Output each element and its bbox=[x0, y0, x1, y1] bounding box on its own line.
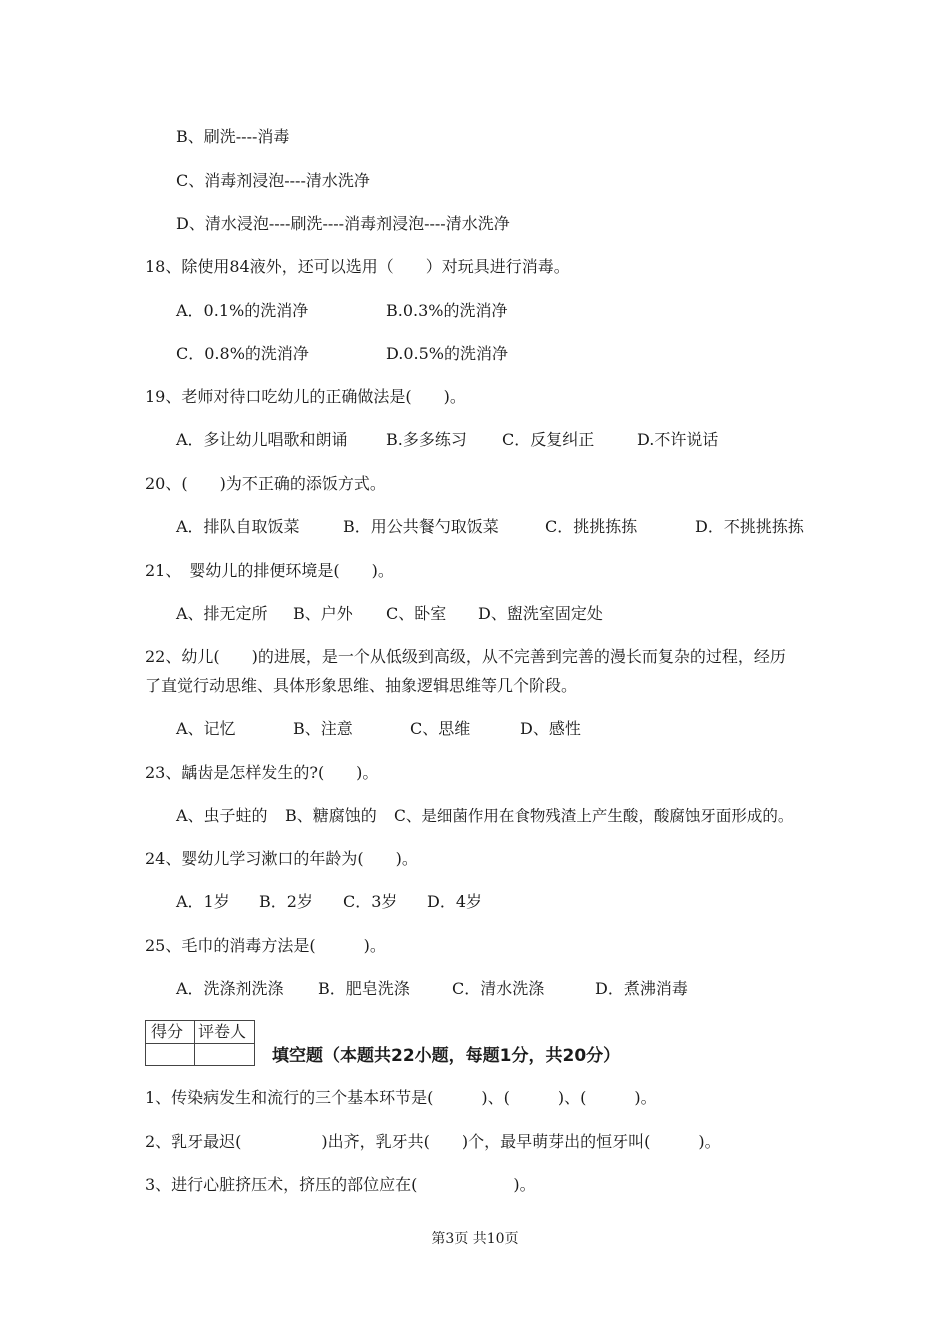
q22-option-a: A、记忆 bbox=[176, 719, 236, 738]
q23-option-c: C、是细菌作用在食物残渣上产生酸，酸腐蚀牙面形成的。 bbox=[394, 807, 794, 825]
q18-option-b: B.0.3%的洗消净 bbox=[386, 301, 508, 320]
q17-option-b: B、刷洗----消毒 bbox=[176, 127, 290, 146]
q18-option-c: C．0.8%的洗消净 bbox=[176, 344, 309, 363]
q22-stem-line1: 22、幼儿( )的进展，是一个从低级到高级，从不完善到完善的漫长而复杂的过程，经历 bbox=[145, 647, 786, 666]
q19-option-c: C．反复纠正 bbox=[502, 430, 595, 449]
q24-stem: 24、婴幼儿学习漱口的年龄为( )。 bbox=[145, 849, 418, 868]
score-table-column-divider bbox=[194, 1021, 195, 1065]
q23-option-b: B、糖腐蚀的 bbox=[285, 806, 377, 825]
score-label: 得分 bbox=[151, 1022, 184, 1041]
q19-stem: 19、老师对待口吃幼儿的正确做法是( )。 bbox=[145, 387, 466, 406]
q25-stem: 25、毛巾的消毒方法是( )。 bbox=[145, 936, 386, 955]
q21-stem: 21、 婴幼儿的排便环境是( )。 bbox=[145, 561, 394, 580]
grader-label: 评卷人 bbox=[198, 1022, 247, 1041]
q17-option-d: D、清水浸泡----刷洗----消毒剂浸泡----清水洗净 bbox=[176, 214, 510, 233]
q20-option-d: D．不挑挑拣拣 bbox=[695, 517, 804, 536]
fill-q3: 3、进行心脏挤压术，挤压的部位应在( )。 bbox=[145, 1175, 536, 1194]
q25-option-b: B．肥皂洗涤 bbox=[318, 979, 410, 998]
q21-option-a: A、排无定所 bbox=[176, 604, 268, 623]
score-table bbox=[145, 1020, 255, 1066]
fill-q2: 2、乳牙最迟( )出齐，乳牙共( )个，最早萌芽出的恒牙叫( )。 bbox=[145, 1132, 721, 1151]
q21-option-c: C、卧室 bbox=[386, 604, 447, 623]
q25-option-c: C．清水洗涤 bbox=[452, 979, 545, 998]
q24-option-b: B．2岁 bbox=[259, 892, 313, 911]
q23-option-a: A、虫子蛀的 bbox=[176, 806, 268, 825]
q22-stem-line2: 了直觉行动思维、具体形象思维、抽象逻辑思维等几个阶段。 bbox=[145, 676, 578, 695]
q18-option-a: A．0.1%的洗消净 bbox=[176, 301, 309, 320]
q21-option-d: D、盥洗室固定处 bbox=[478, 604, 603, 623]
q18-option-d: D.0.5%的洗消净 bbox=[386, 344, 508, 363]
q22-option-b: B、注意 bbox=[293, 719, 353, 738]
fill-q1: 1、传染病发生和流行的三个基本环节是( )、( )、( )。 bbox=[145, 1088, 657, 1107]
score-table-divider bbox=[146, 1043, 254, 1044]
q18-stem: 18、除使用84液外，还可以选用（ ）对玩具进行消毒。 bbox=[145, 257, 570, 276]
q20-option-b: B．用公共餐勺取饭菜 bbox=[343, 517, 499, 536]
q20-stem: 20、( )为不正确的添饭方式。 bbox=[145, 474, 386, 493]
q24-option-c: C．3岁 bbox=[343, 892, 398, 911]
q24-option-d: D．4岁 bbox=[427, 892, 483, 911]
q19-option-b: B.多多练习 bbox=[386, 430, 467, 449]
q23-stem: 23、龋齿是怎样发生的?( )。 bbox=[145, 763, 379, 782]
q22-option-c: C、思维 bbox=[410, 719, 471, 738]
q19-option-a: A．多让幼儿唱歌和朗诵 bbox=[176, 430, 348, 449]
q17-option-c: C、消毒剂浸泡----清水洗净 bbox=[176, 171, 370, 190]
page-number: 第3页 共10页 bbox=[431, 1231, 519, 1247]
q22-option-d: D、感性 bbox=[520, 719, 581, 738]
q24-option-a: A．1岁 bbox=[176, 892, 230, 911]
q20-option-c: C．挑挑拣拣 bbox=[545, 517, 638, 536]
q19-option-d: D.不许说话 bbox=[637, 430, 719, 449]
q21-option-b: B、户外 bbox=[293, 604, 353, 623]
q20-option-a: A．排队自取饭菜 bbox=[176, 517, 300, 536]
q25-option-d: D．煮沸消毒 bbox=[595, 979, 688, 998]
q25-option-a: A．洗涤剂洗涤 bbox=[176, 979, 284, 998]
section-title: 填空题（本题共22小题，每题1分，共20分） bbox=[272, 1046, 621, 1066]
